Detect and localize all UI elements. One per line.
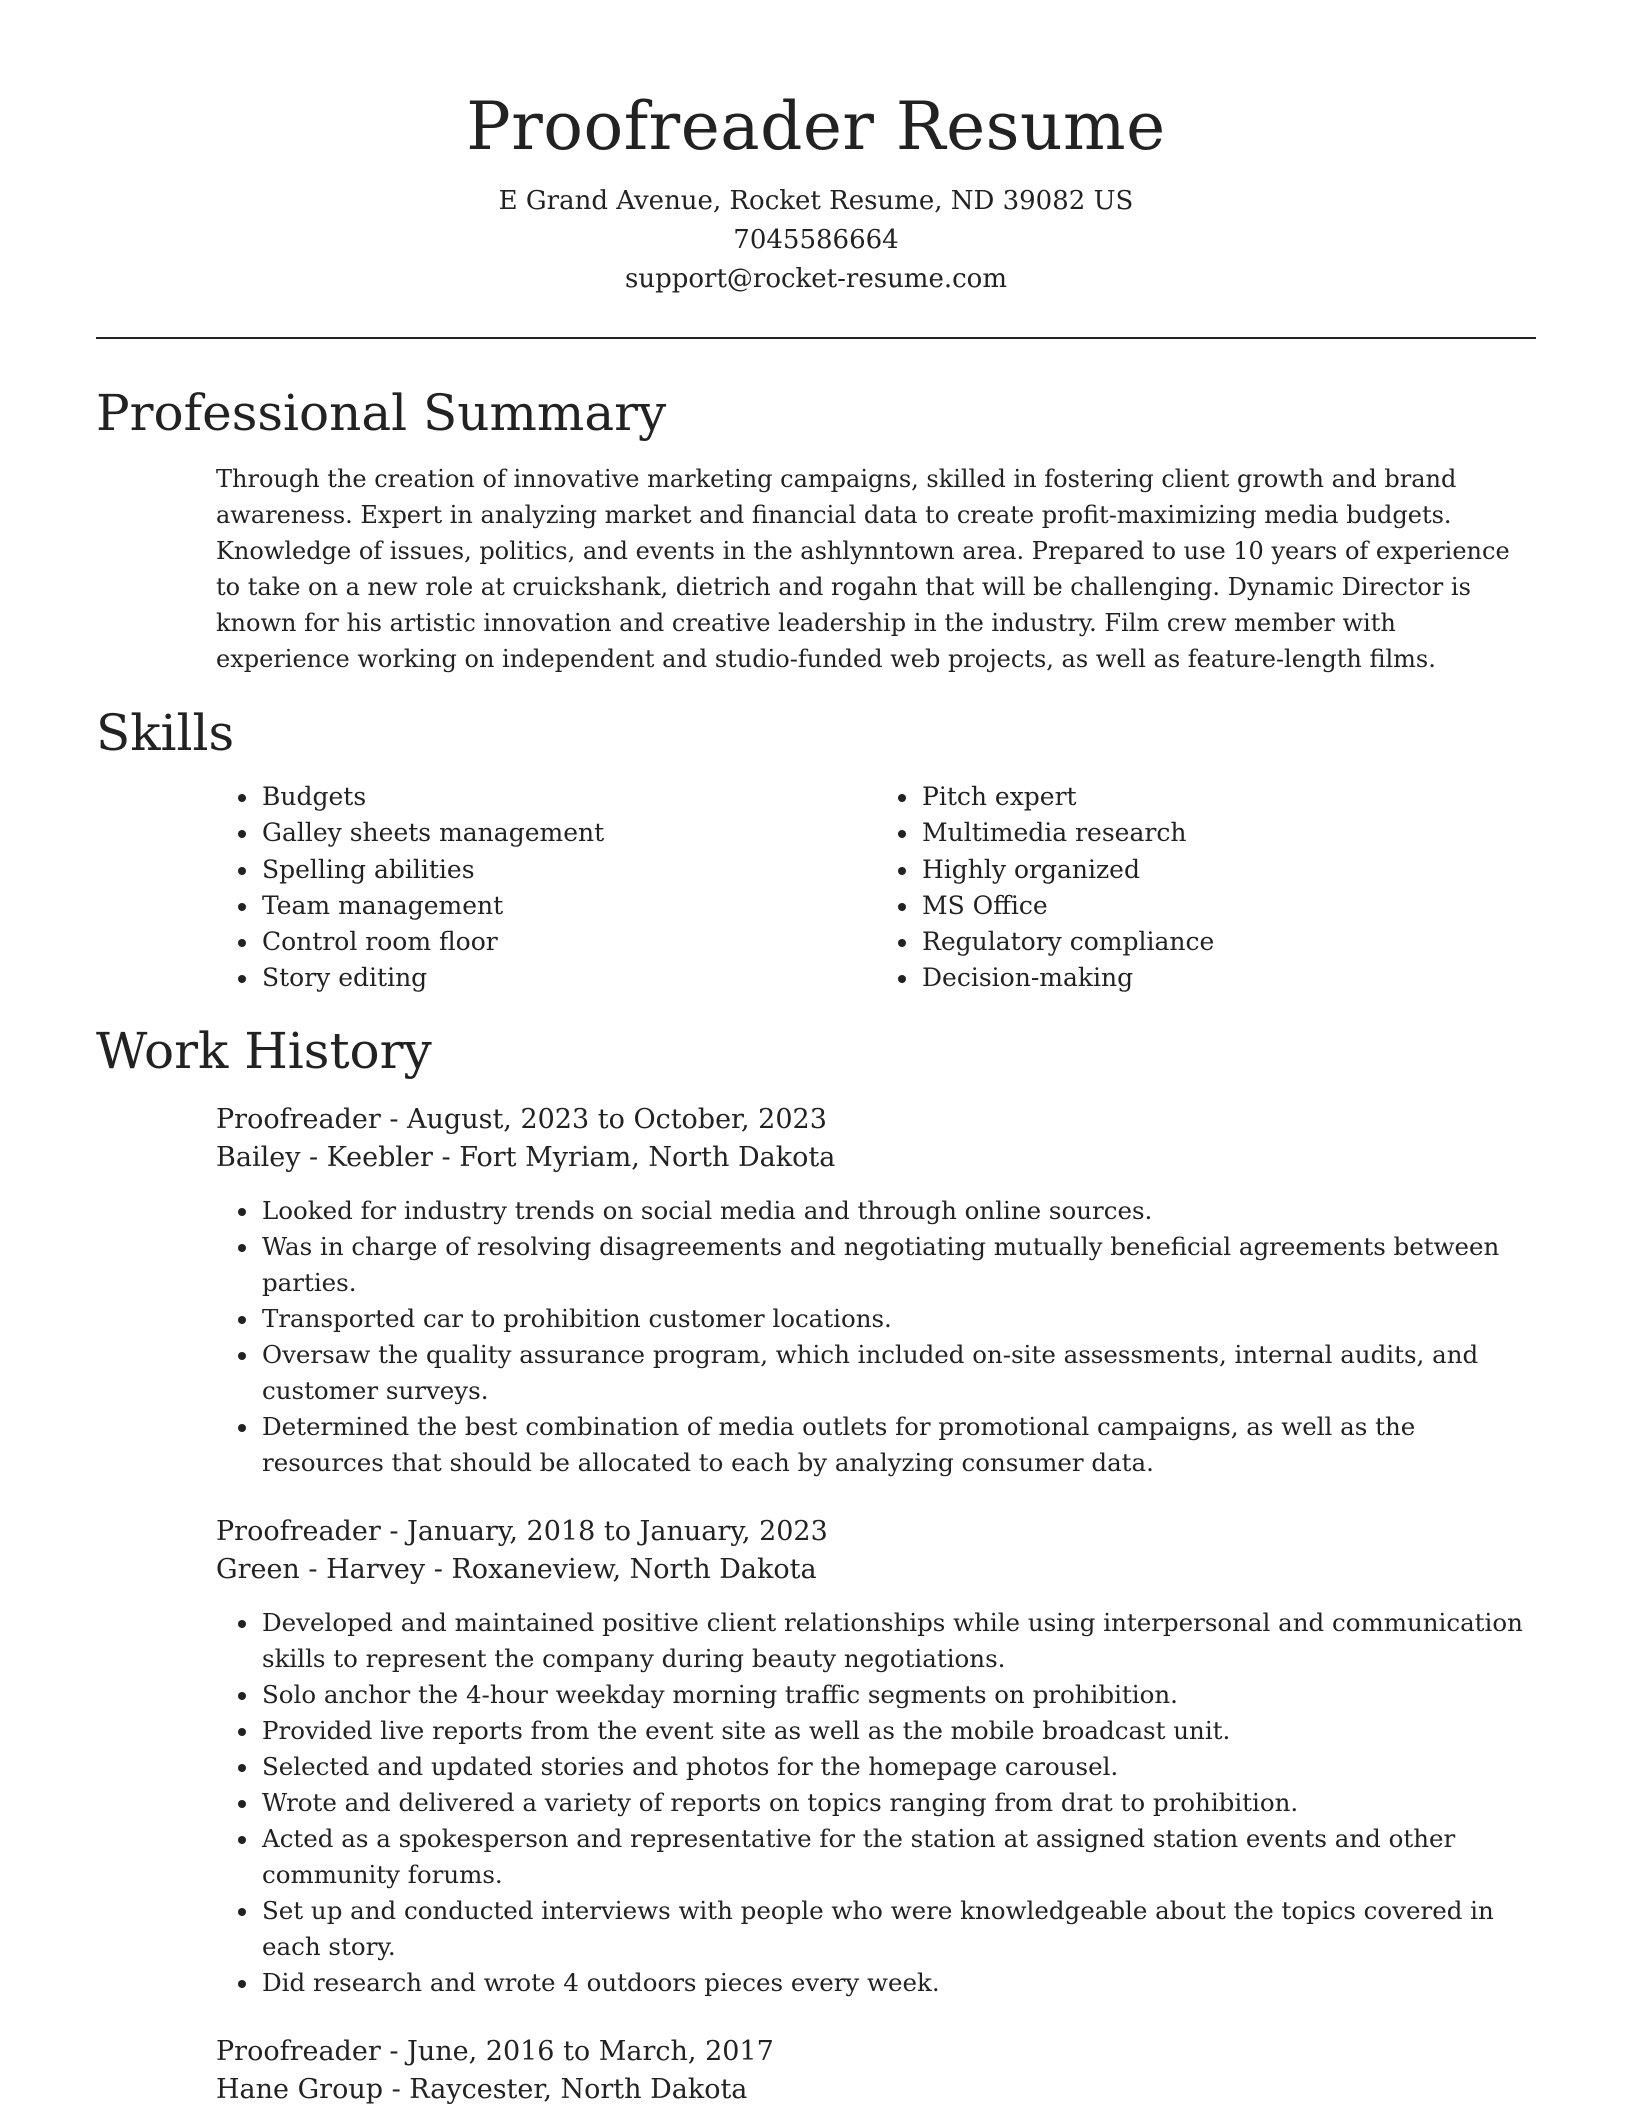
job-entry	[216, 1101, 1536, 1481]
skill-item: • Pitch expert	[920, 779, 1536, 815]
header-divider	[96, 337, 1536, 339]
job-location: - Raycester, North Dakota	[383, 2073, 748, 2105]
skill-item: • Budgets	[260, 779, 876, 815]
job-bullet: • Provided live reports from the event site as well as the mobile broadcast unit.	[260, 1713, 1536, 1749]
job-bullet-list	[216, 1193, 1536, 1481]
job-dates: - June, 2016 to March, 2017	[380, 2035, 774, 2067]
job-bullet: • Selected and updated stories and photos for the homepage carousel.	[260, 1749, 1536, 1785]
skill-item: • Regulatory compliance	[920, 924, 1536, 960]
job-role: Proofreader	[216, 1515, 381, 1547]
job-entry	[216, 1513, 1536, 2001]
work-history-heading: Work History	[96, 1021, 432, 1080]
contact-address: E Grand Avenue, Rocket Resume, ND 39082 US	[498, 186, 1134, 216]
skill-item: • Spelling abilities	[260, 852, 876, 888]
skills-grid	[216, 779, 1536, 997]
resume-page	[96, 0, 1536, 2109]
skill-item: • MS Office	[920, 888, 1536, 924]
job-bullet: • Developed and maintained positive client relationships while using interpersonal and communication skills to represent the company during beauty negotiations.	[260, 1605, 1536, 1677]
job-bullet: • Set up and conducted interviews with people who were knowledgeable about the topics covered in each story.	[260, 1893, 1536, 1965]
job-bullet: • Oversaw the quality assurance program, which included on-site assessments, internal audits, and customer surveys.	[260, 1337, 1536, 1409]
summary-heading: Professional Summary	[96, 384, 667, 442]
skill-item: • Control room floor	[260, 924, 876, 960]
job-bullet: • Wrote and delivered a variety of reports on topics ranging from drat to prohibition.	[260, 1785, 1536, 1821]
job-location: - Fort Myriam, North Dakota	[432, 1141, 836, 1173]
skill-item: • Decision-making	[920, 960, 1536, 996]
contact-info	[96, 182, 1536, 299]
job-bullet: • Was in charge of resolving disagreements and negotiating mutually beneficial agreements between parties.	[260, 1229, 1536, 1301]
job-entry	[216, 2033, 1536, 2109]
job-bullet: • Looked for industry trends on social media and through online sources.	[260, 1193, 1536, 1229]
contact-email: support@rocket-resume.com	[624, 264, 1007, 294]
summary-text: Through the creation of innovative marketing campaigns, skilled in fostering client growth and brand awareness. Expert in analyzing market and financial data to create profit-maximizing media budgets. Knowledge of issues, politics, and events in the ashlynntown area. Prepared to use 10 years of experience to take on a new role at cruickshank, dietrich and rogahn that will be challenging. Dynamic Director is known for his artistic innovation and creative leadership in the industry. Film crew member with experience working on independent and studio-funded web projects, as well as feature-length films.	[216, 465, 1510, 673]
job-dates: - January, 2018 to January, 2023	[380, 1515, 828, 1547]
job-bullet: • Determined the best combination of media outlets for promotional campaigns, as well as the resources that should be allocated to each by analyzing consumer data.	[260, 1409, 1536, 1481]
job-company-line	[216, 2071, 1536, 2109]
skill-item: • Team management	[260, 888, 876, 924]
job-role: Proofreader	[216, 2035, 381, 2067]
job-bullet: • Transported car to prohibition customer locations.	[260, 1301, 1536, 1337]
job-role: Proofreader	[216, 1103, 381, 1135]
job-dates: - August, 2023 to October, 2023	[380, 1103, 827, 1135]
resume-title: Proofreader Resume	[466, 88, 1166, 165]
skills-column-right	[876, 779, 1536, 997]
skill-item: • Highly organized	[920, 852, 1536, 888]
job-bullet: • Acted as a spokesperson and representative for the station at assigned station events and other community forums.	[260, 1821, 1536, 1893]
job-company: Hane Group	[216, 2073, 383, 2105]
job-company: Green - Harvey	[216, 1553, 426, 1585]
job-bullet: • Did research and wrote 4 outdoors pieces every week.	[260, 1965, 1536, 2001]
resume-header	[96, 0, 1536, 299]
job-list	[96, 1101, 1536, 2109]
work-history-section	[96, 1019, 1536, 2109]
job-title-line	[216, 2033, 1536, 2071]
skills-column-left	[216, 779, 876, 997]
job-company: Bailey - Keebler	[216, 1141, 433, 1173]
skill-item: • Story editing	[260, 960, 876, 996]
job-bullet-list	[216, 1605, 1536, 2001]
job-company-line	[216, 1139, 1536, 1177]
job-company-line	[216, 1551, 1536, 1589]
skills-heading: Skills	[96, 704, 235, 762]
job-title-line	[216, 1513, 1536, 1551]
job-location: - Roxaneview, North Dakota	[425, 1553, 817, 1585]
summary-section	[96, 381, 1536, 677]
skills-section	[96, 701, 1536, 997]
skill-item: • Multimedia research	[920, 815, 1536, 851]
job-bullet: • Solo anchor the 4-hour weekday morning traffic segments on prohibition.	[260, 1677, 1536, 1713]
skill-item: • Galley sheets management	[260, 815, 876, 851]
contact-phone: 7045586664	[733, 225, 899, 255]
job-title-line	[216, 1101, 1536, 1139]
